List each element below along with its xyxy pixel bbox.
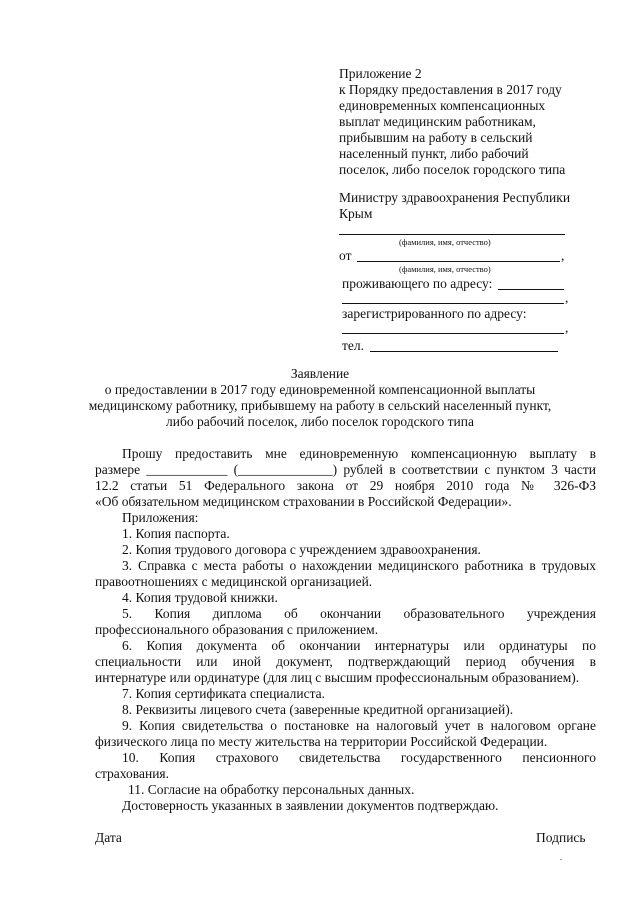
- residing-blank-line: [498, 289, 564, 290]
- comma: ,: [561, 248, 565, 263]
- attachment-item: 10. Копия страхового свидетельства государственного пенсионного: [122, 750, 596, 765]
- attachment-item: 1. Копия паспорта.: [122, 526, 230, 541]
- appendix-line: населенный пункт, либо рабочий: [339, 146, 529, 161]
- registered-label: зарегистрированного по адресу:: [342, 306, 527, 321]
- attachment-item: физического лица по месту жительства на территории Российской Федерации.: [95, 734, 548, 749]
- comma: ,: [565, 290, 569, 305]
- statement-subtitle: медицинскому работнику, прибывшему на работу в сельский населенный пункт,: [88, 398, 552, 413]
- statement-subtitle: либо рабочий поселок, либо поселок городского типа: [166, 414, 474, 429]
- appendix-line: к Порядку предоставления в 2017 году: [339, 82, 562, 97]
- appendix-title: Приложение 2: [339, 66, 422, 81]
- attachment-item: правоотношениях с медицинской организацией.: [95, 574, 373, 589]
- body-line: размере ____________ (______________) рублей в соответствии с пунктом 3 части: [95, 462, 596, 477]
- attachment-item: специальности или иной документ, подтверждающий период обучения в: [95, 654, 596, 669]
- attachment-item: интернатуре или ординатуре (для лиц с высшим профессиональным образованием).: [95, 670, 580, 685]
- attachment-item: 6. Копия документа об окончании интернатуры или ординатуры по: [122, 638, 596, 653]
- attachment-item: страхования.: [95, 766, 170, 781]
- body-line: Прошу предоставить мне единовременную компенсационную выплату в: [122, 446, 596, 461]
- residing-blank-line-2: [342, 303, 564, 304]
- from-label: от: [339, 248, 352, 263]
- body-line: «Об обязательном медицинском страховании в Российской Федерации».: [95, 494, 512, 509]
- addressee-line: Министру здравоохранения Республики: [339, 190, 571, 205]
- appendix-line: единовременных компенсационных: [339, 98, 546, 113]
- date-label: Дата: [95, 830, 122, 845]
- phone-label: тел.: [342, 338, 365, 353]
- from-blank-line: [357, 261, 560, 262]
- appendix-line: выплат медицинским работникам,: [339, 114, 536, 129]
- attachment-item: 5. Копия диплома об окончании образовательного учреждения: [122, 606, 596, 621]
- attachment-item: 9. Копия свидетельства о постановке на налоговый учет в налоговом органе: [122, 718, 596, 733]
- attachment-item: 2. Копия трудового договора с учреждением здравоохранения.: [122, 542, 481, 557]
- confirmation-text: Достоверность указанных в заявлении документов подтверждаю.: [122, 798, 499, 813]
- scan-speck: [560, 859, 562, 860]
- attachment-item: 8. Реквизиты лицевого счета (заверенные кредитной организацией).: [122, 702, 514, 717]
- residing-label: проживающего по адресу:: [342, 276, 493, 291]
- comma: ,: [565, 320, 569, 335]
- statement-subtitle: о предоставлении в 2017 году единовременной компенсационной выплаты: [104, 382, 536, 397]
- attachment-item: 11. Согласие на обработку персональных данных.: [128, 782, 415, 797]
- addressee-line: Крым: [339, 206, 373, 221]
- attachment-item: профессионального образования с приложением.: [95, 622, 379, 637]
- attachments-label: Приложения:: [122, 510, 199, 525]
- appendix-line: прибывшим на работу в сельский: [339, 130, 533, 145]
- fio-blank-line: [339, 234, 565, 235]
- registered-blank-line: [342, 333, 564, 334]
- body-line: 12.2 статьи 51 Федерального закона от 29 ноября 2010 года № 326-ФЗ: [95, 478, 596, 493]
- phone-blank-line: [370, 351, 558, 352]
- signature-label: Подпись: [536, 830, 586, 845]
- fio-hint: (фамилия, имя, отчество): [399, 237, 491, 247]
- statement-title: Заявление: [290, 366, 350, 381]
- appendix-line: поселок, либо поселок городского типа: [339, 162, 566, 177]
- attachment-item: 3. Справка с места работы о нахождении медицинского работника в трудовых: [122, 558, 596, 573]
- attachment-item: 4. Копия трудовой книжки.: [122, 590, 278, 605]
- fio-hint: (фамилия, имя, отчество): [399, 264, 491, 274]
- attachment-item: 7. Копия сертификата специалиста.: [122, 686, 326, 701]
